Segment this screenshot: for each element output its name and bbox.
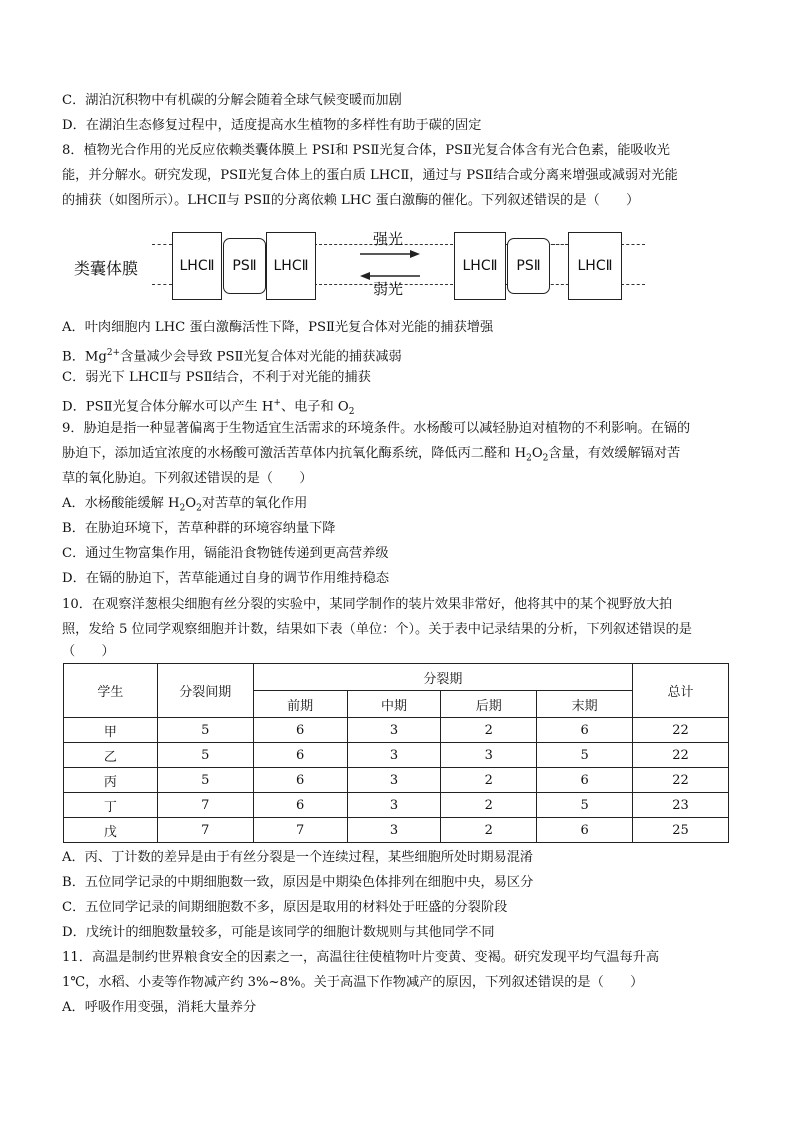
q8-stem-1: 8．植物光合作用的光反应依赖类囊体膜上 PSⅠ和 PSⅡ光复合体，PSⅡ光复合体含有光合色素，能吸收光 bbox=[62, 143, 670, 158]
header-interphase: 分裂间期 bbox=[157, 664, 253, 718]
q9-sub: 2 bbox=[526, 453, 532, 464]
table-row bbox=[64, 743, 729, 768]
q8d-text-2: 、电子和 O bbox=[280, 399, 349, 415]
header-total: 总计 bbox=[633, 664, 729, 718]
cell-total: 22 bbox=[633, 743, 729, 768]
q8-option-d bbox=[62, 393, 354, 422]
cell-total: 23 bbox=[633, 793, 729, 818]
thylakoid-diagram bbox=[66, 222, 666, 312]
q11-stem-2: 1℃，水稻、小麦等作物减产约 3%~8%。关于高温下作物减产的原因，下列叙述错误的是（ ） bbox=[62, 975, 644, 990]
q10-option-a: A．丙、丁计数的差异是由于有丝分裂是一个连续过程，某些细胞所处时期易混淆 bbox=[62, 850, 534, 865]
ps-box: PSⅡ bbox=[223, 238, 266, 294]
q10-option-c: C．五位同学记录的间期细胞数不多，原因是取用的材料处于旺盛的分裂阶段 bbox=[62, 900, 508, 915]
header-prophase: 前期 bbox=[253, 691, 347, 718]
q9-stem-3: 草的氧化胁迫。下列叙述错误的是（ ） bbox=[62, 471, 313, 486]
cell-anaphase: 2 bbox=[441, 768, 537, 793]
cell-name: 甲 bbox=[64, 718, 158, 743]
q8d-sup: + bbox=[273, 398, 281, 408]
q9a-sub: 2 bbox=[179, 503, 186, 514]
cell-interphase: 5 bbox=[157, 743, 253, 768]
q8-stem-2: 能，并分解水。研究发现，PSⅡ光复合体上的蛋白质 LHCⅡ，通过与 PSⅡ结合或分离来增强或减弱对光能 bbox=[62, 168, 678, 183]
membrane-line bbox=[621, 244, 645, 245]
cell-name: 丙 bbox=[64, 768, 158, 793]
header-metaphase: 中期 bbox=[347, 691, 441, 718]
cell-interphase: 7 bbox=[157, 818, 253, 843]
q9a-text-2: 对苦草的氧化作用 bbox=[201, 496, 308, 511]
cell-metaphase: 3 bbox=[347, 768, 441, 793]
cell-prophase: 6 bbox=[253, 768, 347, 793]
weak-light-label: 弱光 bbox=[373, 280, 404, 298]
cell-count-table bbox=[63, 663, 729, 843]
q9-stem-1: 9．胁迫是指一种显著偏离于生物适宜生活需求的环境条件。水杨酸可以减轻胁迫对植物的不利影响。在镉的 bbox=[62, 421, 691, 436]
membrane-line bbox=[152, 244, 172, 245]
q8-option-a: A．叶肉细胞内 LHC 蛋白激酶活性下降，PSⅡ光复合体对光能的捕获增强 bbox=[62, 320, 494, 335]
q8-option-c: C．弱光下 LHCⅡ与 PSⅡ结合，不利于对光能的捕获 bbox=[62, 370, 371, 385]
q9-stem-2 bbox=[62, 444, 680, 469]
cell-metaphase: 3 bbox=[347, 718, 441, 743]
cell-prophase: 6 bbox=[253, 793, 347, 818]
cell-telophase: 6 bbox=[537, 818, 633, 843]
q9a-text-o: O bbox=[185, 496, 197, 511]
membrane-line bbox=[621, 284, 645, 285]
q11-stem-1: 11．高温是制约世界粮食安全的因素之一，高温往往使植物叶片变黄、变褐。研究发现平均气温每升高 bbox=[62, 950, 660, 965]
table-row bbox=[64, 718, 729, 743]
membrane-line bbox=[152, 284, 172, 285]
cell-name: 丁 bbox=[64, 793, 158, 818]
cell-interphase: 7 bbox=[157, 793, 253, 818]
q8-stem-3: 的捕获（如图所示）。LHCⅡ与 PSⅡ的分离依赖 LHC 蛋白激酶的催化。下列叙述错误的是（ ） bbox=[62, 193, 640, 208]
cell-total: 25 bbox=[633, 818, 729, 843]
lhc-box: LHCⅡ bbox=[568, 232, 622, 300]
header-anaphase: 后期 bbox=[441, 691, 537, 718]
q9-text-2: 含量，有效缓解镉对苦 bbox=[548, 446, 681, 461]
header-mitosis: 分裂期 bbox=[253, 664, 632, 691]
table-row bbox=[64, 793, 729, 818]
strong-light-label: 强光 bbox=[373, 230, 404, 248]
lhc-box: LHCⅡ bbox=[172, 232, 222, 300]
cell-anaphase: 2 bbox=[441, 793, 537, 818]
q11-option-a: A．呼吸作用变强，消耗大量养分 bbox=[62, 1000, 257, 1015]
q7-option-c: C．湖泊沉积物中有机碳的分解会随着全球气候变暖而加剧 bbox=[62, 93, 402, 108]
ps-box: PSⅡ bbox=[507, 238, 550, 294]
q8d-text: D．PSⅡ光复合体分解水可以产生 H bbox=[62, 399, 274, 415]
q9-option-b: B．在胁迫环境下，苦草种群的环境容纳量下降 bbox=[62, 521, 336, 536]
membrane-line bbox=[552, 244, 568, 245]
cell-telophase: 5 bbox=[537, 793, 633, 818]
cell-telophase: 6 bbox=[537, 718, 633, 743]
cell-interphase: 5 bbox=[157, 768, 253, 793]
lhc-box: LHCⅡ bbox=[266, 232, 316, 300]
cell-prophase: 6 bbox=[253, 718, 347, 743]
cell-name: 乙 bbox=[64, 743, 158, 768]
q10-option-b: B．五位同学记录的中期细胞数一致，原因是中期染色体排列在细胞中央，易区分 bbox=[62, 875, 534, 890]
cell-telophase: 5 bbox=[537, 743, 633, 768]
q9-option-a bbox=[62, 494, 307, 519]
q10-stem-3: （ ） bbox=[62, 644, 115, 659]
q8b-text-2: 含量减少会导致 PSⅡ光复合体对光能的捕获减弱 bbox=[120, 349, 402, 365]
q9a-sub: 2 bbox=[196, 503, 202, 514]
cell-anaphase: 3 bbox=[441, 743, 537, 768]
lhc-box: LHCⅡ bbox=[454, 232, 506, 300]
q10-stem-1: 10．在观察洋葱根尖细胞有丝分裂的实验中，某同学制作的装片效果非常好，他将其中的某个视野放大拍 bbox=[62, 597, 673, 612]
q8-option-b bbox=[62, 343, 402, 367]
table-row bbox=[64, 818, 729, 843]
q10-option-d: D．戊统计的细胞数量较多，可能是该同学的细胞计数规则与其他同学不同 bbox=[62, 925, 495, 940]
q9-option-d: D．在镉的胁迫下，苦草能通过自身的调节作用维持稳态 bbox=[62, 571, 390, 586]
cell-prophase: 7 bbox=[253, 818, 347, 843]
cell-anaphase: 2 bbox=[441, 718, 537, 743]
cell-interphase: 5 bbox=[157, 718, 253, 743]
membrane-label: 类囊体膜 bbox=[74, 259, 139, 278]
header-student: 学生 bbox=[64, 664, 158, 718]
q9a-text: A．水杨酸能缓解 H bbox=[62, 496, 180, 511]
cell-telophase: 6 bbox=[537, 768, 633, 793]
cell-anaphase: 2 bbox=[441, 818, 537, 843]
cell-metaphase: 3 bbox=[347, 818, 441, 843]
cell-total: 22 bbox=[633, 768, 729, 793]
q9-text-o: O bbox=[531, 446, 543, 461]
header-telophase: 末期 bbox=[537, 691, 633, 718]
q9-option-c: C．通过生物富集作用，镉能沿食物链传递到更高营养级 bbox=[62, 546, 389, 561]
cell-name: 戊 bbox=[64, 818, 158, 843]
cell-total: 22 bbox=[633, 718, 729, 743]
q8d-sub: 2 bbox=[348, 407, 355, 418]
q8b-sup: 2+ bbox=[106, 348, 121, 358]
table-row bbox=[64, 768, 729, 793]
q7-option-d: D．在湖泊生态修复过程中，适度提高水生植物的多样性有助于碳的固定 bbox=[62, 118, 482, 133]
q9-sub: 2 bbox=[542, 453, 549, 464]
q8b-text: B．Mg bbox=[62, 349, 107, 365]
cell-metaphase: 3 bbox=[347, 743, 441, 768]
q9-text: 胁迫下，添加适宜浓度的水杨酸可激活苦草体内抗氧化酶系统，降低丙二醛和 H bbox=[62, 446, 527, 461]
cell-prophase: 6 bbox=[253, 743, 347, 768]
cell-metaphase: 3 bbox=[347, 793, 441, 818]
q10-stem-2: 照，发给 5 位同学观察细胞并计数，结果如下表（单位：个）。关于表中记录结果的分析，下列叙述错误的是 bbox=[62, 622, 692, 637]
